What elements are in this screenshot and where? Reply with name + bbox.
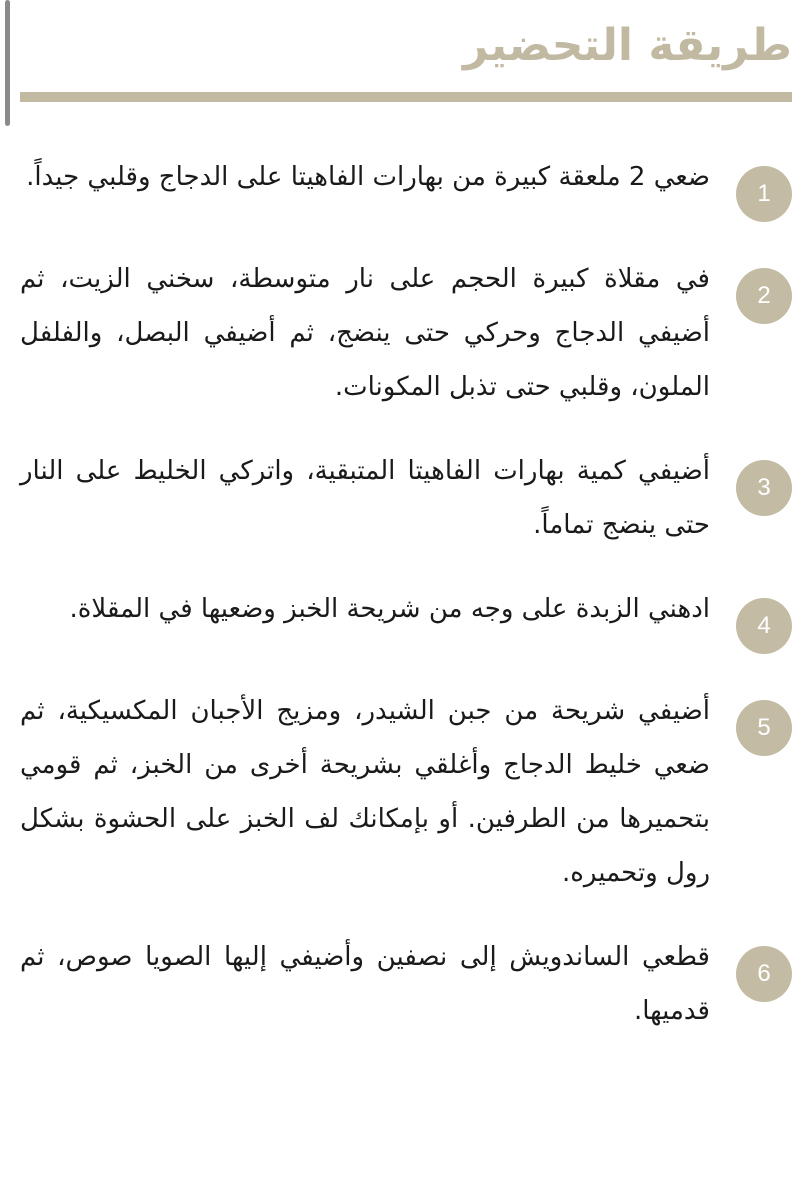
step-text: في مقلاة كبيرة الحجم على نار متوسطة، سخني الزيت، ثم أضيفي الدجاج وحركي حتى ينضج، ثم أضيفي البصل، والفلفل الملون، وقلبي حتى تذبل المكونات.: [20, 264, 710, 402]
steps-list: [20, 150, 792, 1068]
step-number-badge: 6: [736, 946, 792, 1002]
step-text: أضيفي شريحة من جبن الشيدر، ومزيج الأجبان المكسيكية، ثم ضعي خليط الدجاج وأغلقي بشريحة أخرى من الخبز، ثم قومي بتحميرها من الطرفين. أو بإمكانك لف الخبز على الحشوة بشكل رول وتحميره.: [20, 696, 710, 888]
step-number-badge: 5: [736, 700, 792, 756]
step-text: ضعي 2 ملعقة كبيرة من بهارات الفاهيتا على الدجاج وقلبي جيداً.: [26, 162, 710, 192]
page-title: طريقة التحضير: [463, 20, 792, 71]
step-text: أضيفي كمية بهارات الفاهيتا المتبقية، واتركي الخليط على النار حتى ينضج تماماً.: [20, 456, 710, 540]
step-text: قطعي الساندويش إلى نصفين وأضيفي إليها الصويا صوص، ثم قدميها.: [20, 942, 710, 1026]
step-number-badge: 2: [736, 268, 792, 324]
step-item: [20, 252, 792, 414]
step-item: [20, 930, 792, 1038]
step-text: ادهني الزبدة على وجه من شريحة الخبز وضعيها في المقلاة.: [69, 594, 710, 624]
step-item: [20, 150, 792, 222]
step-number-badge: 3: [736, 460, 792, 516]
step-number-badge: 4: [736, 598, 792, 654]
step-item: [20, 582, 792, 654]
step-item: [20, 444, 792, 552]
title-divider: [20, 92, 792, 102]
scroll-indicator[interactable]: [5, 0, 10, 126]
step-item: [20, 684, 792, 900]
step-number-badge: 1: [736, 166, 792, 222]
section-header: [20, 0, 792, 102]
